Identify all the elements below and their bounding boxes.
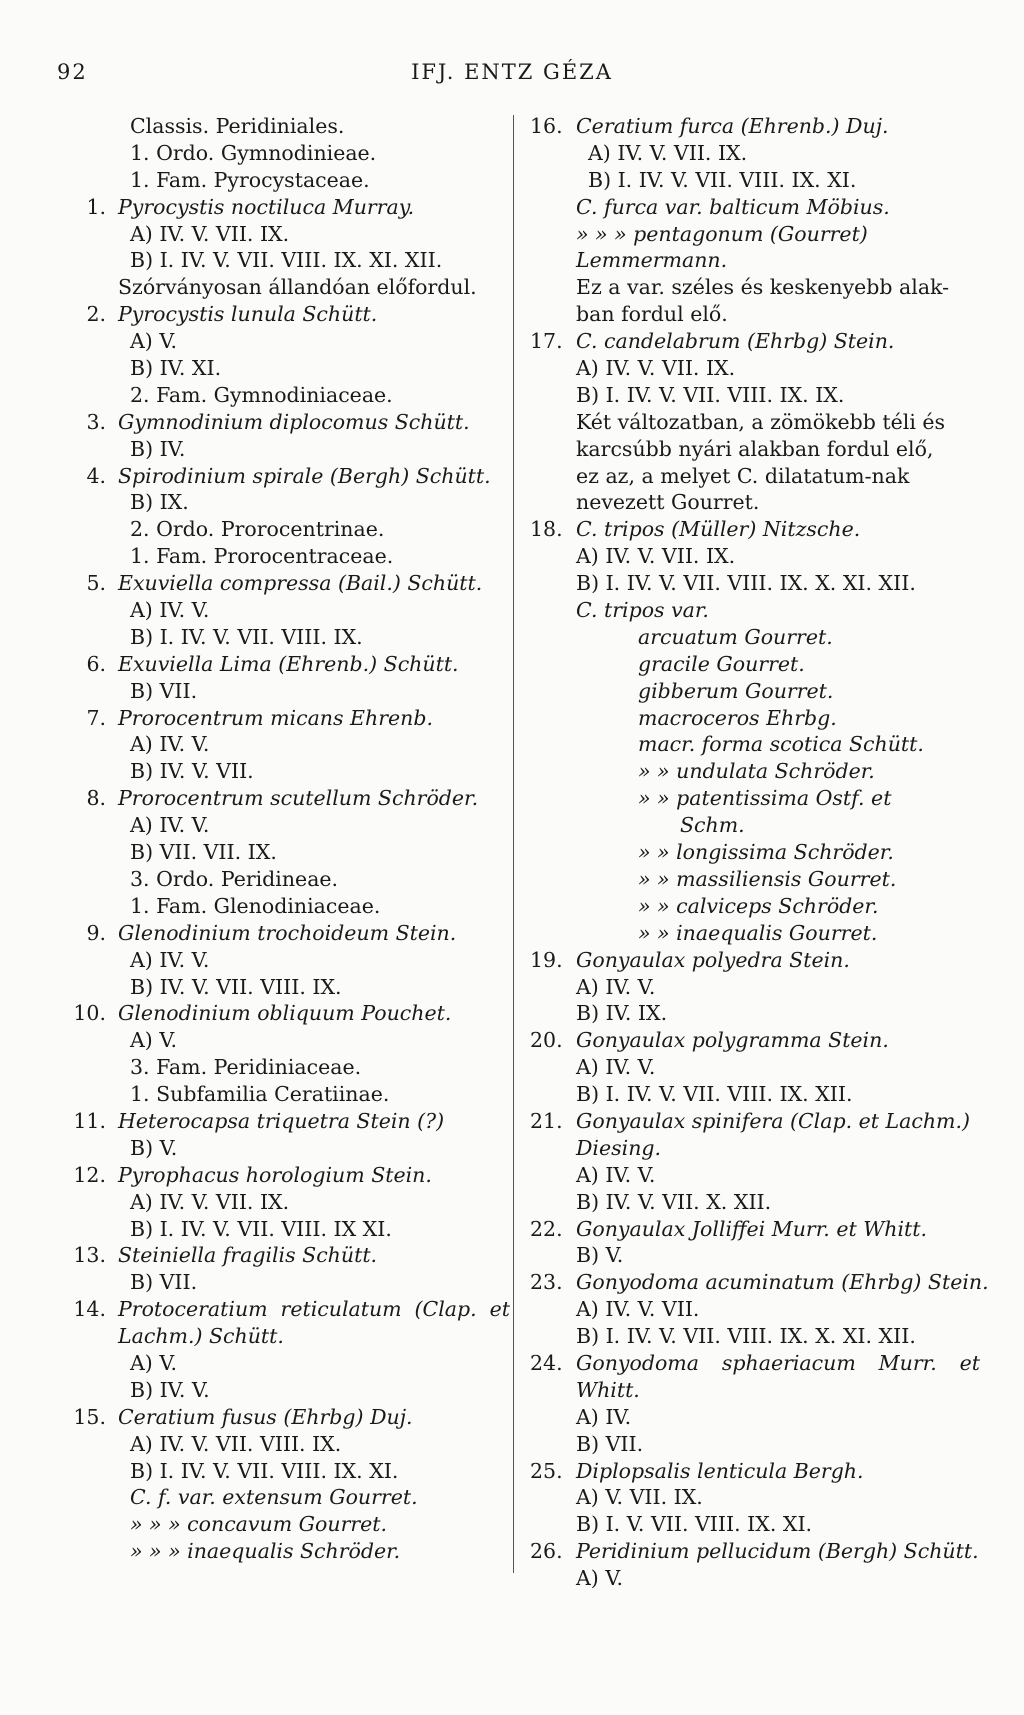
left-column	[70, 113, 510, 1565]
entry-line	[70, 1216, 510, 1243]
entry-text: 1. Subfamilia Ceratiinae.	[130, 1082, 390, 1107]
entry-text: Gonyodoma sphaeriacum Murr. et	[576, 1350, 980, 1375]
entry-text: A) IV. V. VII.	[576, 1297, 700, 1322]
entry-line	[70, 1350, 510, 1377]
entry-line	[530, 1108, 980, 1135]
entry-line	[70, 1431, 510, 1458]
entry-line	[530, 1484, 980, 1511]
entry-line	[530, 409, 980, 436]
entry-text: B) I. IV. V. VII. VIII. IX. X. XI. XII.	[576, 1324, 916, 1349]
page-number: 92	[57, 60, 88, 84]
entry-text: B) IV. XI.	[130, 356, 222, 381]
entry-text: A) IV. V.	[576, 974, 656, 999]
entry-text: B) I. IV. V. VII. VIII. IX. X. XI. XII.	[576, 571, 916, 596]
entry-line	[530, 1027, 980, 1054]
entry-text: B) VII.	[130, 678, 198, 703]
entry-text: 1. Fam. Pyrocystaceae.	[130, 167, 370, 192]
entry-text: Gonyaulax polygramma Stein.	[576, 1028, 889, 1053]
entry-text: C. tripos (Müller) Nitzsche.	[576, 517, 861, 542]
entry-text: Heterocapsa triquetra Stein (?)	[118, 1108, 445, 1133]
entry-line	[530, 516, 980, 543]
entry-number: 9.	[86, 920, 106, 945]
entry-text: A) IV. V. VII. IX.	[576, 544, 736, 569]
entry-text: B) VII.	[576, 1431, 644, 1456]
entry-line	[70, 705, 510, 732]
entry-line	[70, 785, 510, 812]
entry-line	[70, 1269, 510, 1296]
entry-line	[530, 382, 980, 409]
entry-text: ez az, a melyet C. dilatatum-nak	[576, 463, 910, 488]
entry-line	[70, 1135, 510, 1162]
entry-line	[70, 1054, 510, 1081]
entry-text: B) I. IV. V. VII. VIII. IX. XI. XII.	[130, 248, 443, 273]
entry-line	[70, 409, 510, 436]
entry-text: B) IV.	[130, 436, 186, 461]
entry-line	[70, 436, 510, 463]
entry-line	[530, 167, 980, 194]
entry-text: » » patentissima Ostf. et	[638, 786, 892, 811]
entry-line	[530, 597, 980, 624]
entry-line	[70, 355, 510, 382]
entry-line	[70, 678, 510, 705]
entry-number: 1.	[86, 194, 106, 219]
entry-line	[70, 1189, 510, 1216]
entry-line	[70, 328, 510, 355]
running-head: IFJ. ENTZ GÉZA	[411, 60, 613, 84]
entry-text: 3. Ordo. Peridineae.	[130, 866, 339, 891]
entry-text: » » longissima Schröder.	[638, 840, 894, 865]
entry-text: macr. forma scotica Schütt.	[638, 732, 924, 757]
entry-number: 7.	[86, 705, 106, 730]
entry-number: 11.	[73, 1108, 106, 1133]
page-header	[0, 60, 1024, 92]
entry-line	[530, 140, 980, 167]
entry-text: A) V.	[576, 1566, 624, 1591]
entry-line	[530, 1538, 980, 1565]
entry-text: » » » concavum Gourret.	[130, 1512, 388, 1537]
entry-line	[70, 1484, 510, 1511]
entry-line	[70, 758, 510, 785]
entry-line	[530, 1081, 980, 1108]
entry-line	[70, 866, 510, 893]
entry-line	[530, 221, 980, 248]
entry-number: 17.	[530, 329, 563, 354]
entry-text: 1. Fam. Prorocentraceae.	[130, 544, 394, 569]
entry-line	[70, 1081, 510, 1108]
entry-text: B) V.	[130, 1135, 178, 1160]
entry-text: A) IV. V.	[130, 732, 210, 757]
entry-line	[70, 140, 510, 167]
entry-text: Szórványosan állandóan előfordul.	[118, 275, 477, 300]
entry-text: A) IV. V. VII. VIII. IX.	[130, 1431, 342, 1456]
entry-number: 2.	[86, 302, 106, 327]
entry-line	[70, 1404, 510, 1431]
entry-line	[530, 947, 980, 974]
entry-line	[70, 570, 510, 597]
entry-line	[70, 167, 510, 194]
entry-number: 21.	[530, 1108, 563, 1133]
entry-line	[70, 1458, 510, 1485]
entry-text: Spirodinium spirale (Bergh) Schütt.	[118, 463, 491, 488]
entry-line	[530, 624, 980, 651]
entry-text: C. furca var. balticum Möbius.	[576, 194, 890, 219]
entry-line	[530, 1511, 980, 1538]
entry-line	[530, 355, 980, 382]
entry-text: 2. Fam. Gymnodiniaceae.	[130, 382, 393, 407]
entry-line	[530, 1404, 980, 1431]
entry-line	[70, 731, 510, 758]
entry-number: 3.	[86, 409, 106, 434]
entry-text: gibberum Gourret.	[638, 678, 834, 703]
entry-text: » » » inaequalis Schröder.	[130, 1539, 401, 1564]
entry-text: Prorocentrum micans Ehrenb.	[118, 705, 433, 730]
entry-line	[70, 463, 510, 490]
entry-text: B) I. IV. V. VII. VIII. IX. IX.	[576, 382, 845, 407]
entry-text: Pyrocystis lunula Schütt.	[118, 302, 378, 327]
entry-text: Peridinium pellucidum (Bergh) Schütt.	[576, 1539, 979, 1564]
entry-text: B) VII.	[130, 1270, 198, 1295]
entry-line	[70, 113, 510, 140]
entry-number: 8.	[86, 786, 106, 811]
entry-line	[70, 974, 510, 1001]
entry-line	[530, 866, 980, 893]
entry-text: 1. Ordo. Gymnodinieae.	[130, 140, 377, 165]
entry-text: B) IV. V. VII.	[130, 759, 254, 784]
entry-line	[70, 1377, 510, 1404]
entry-line	[70, 1162, 510, 1189]
entry-text: » » » pentagonum (Gourret)	[576, 221, 868, 246]
entry-line	[530, 1296, 980, 1323]
entry-text: B) V.	[576, 1243, 624, 1268]
entry-text: B) IV. V.	[130, 1377, 210, 1402]
entry-line	[530, 812, 980, 839]
entry-line	[530, 301, 980, 328]
entry-line	[70, 597, 510, 624]
entry-text: B) I. IV. V. VII. VIII. IX. XI.	[130, 1458, 399, 1483]
entry-line	[70, 516, 510, 543]
entry-line	[530, 328, 980, 355]
entry-line	[530, 436, 980, 463]
entry-text: A) IV. V. VII. IX.	[130, 1189, 290, 1214]
entry-text: C. tripos var.	[576, 598, 709, 623]
entry-number: 24.	[530, 1350, 563, 1375]
entry-text: Gonyaulax Jolliffei Murr. et Whitt.	[576, 1216, 928, 1241]
entry-number: 13.	[73, 1243, 106, 1268]
entry-text: Protoceratium reticulatum (Clap. et	[118, 1297, 510, 1322]
entry-text: ban fordul elő.	[576, 302, 728, 327]
entry-text: B) I. IV. V. VII. VIII. IX. XII.	[576, 1082, 853, 1107]
entry-number: 12.	[73, 1162, 106, 1187]
entry-line	[530, 1189, 980, 1216]
entry-number: 4.	[86, 463, 106, 488]
entry-line	[530, 1162, 980, 1189]
entry-text: Gonyodoma acuminatum (Ehrbg) Stein.	[576, 1270, 989, 1295]
entry-line	[70, 274, 510, 301]
entry-text: macroceros Ehrbg.	[638, 705, 837, 730]
entry-line	[530, 1350, 980, 1377]
entry-line	[530, 463, 980, 490]
entry-line	[530, 974, 980, 1001]
entry-text: B) VII. VII. IX.	[130, 840, 277, 865]
entry-line	[70, 839, 510, 866]
entry-line	[70, 1027, 510, 1054]
entry-line	[70, 1511, 510, 1538]
entry-text: B) IV. IX.	[576, 1001, 668, 1026]
entry-text: A) V.	[130, 329, 178, 354]
entry-line	[530, 1377, 980, 1404]
entry-line	[530, 731, 980, 758]
entry-line	[530, 1565, 980, 1592]
entry-text: » » undulata Schröder.	[638, 759, 875, 784]
entry-text: Gonyaulax spinifera (Clap. et Lachm.)	[576, 1108, 970, 1133]
entry-number: 6.	[86, 651, 106, 676]
entry-text: karcsúbb nyári alakban fordul elő,	[576, 436, 934, 461]
entry-text: » » inaequalis Gourret.	[638, 920, 878, 945]
entry-number: 15.	[73, 1404, 106, 1429]
entry-text: A) IV. V.	[576, 1055, 656, 1080]
entry-line	[530, 1323, 980, 1350]
entry-text: » » massiliensis Gourret.	[638, 866, 897, 891]
entry-line	[530, 194, 980, 221]
entry-line	[530, 785, 980, 812]
entry-line	[530, 1054, 980, 1081]
entry-line	[530, 247, 980, 274]
entry-number: 22.	[530, 1216, 563, 1241]
entry-text: A) IV. V.	[130, 813, 210, 838]
entry-text: Whitt.	[576, 1377, 640, 1402]
entry-text: Két változatban, a zömökebb téli és	[576, 409, 946, 434]
column-divider	[513, 115, 514, 1573]
entry-text: Pyrophacus horologium Stein.	[118, 1162, 432, 1187]
entry-number: 26.	[530, 1539, 563, 1564]
entry-line	[70, 1000, 510, 1027]
entry-text: Gonyaulax polyedra Stein.	[576, 947, 850, 972]
entry-line	[530, 1216, 980, 1243]
entry-text: A) V.	[130, 1028, 178, 1053]
entry-line	[530, 1458, 980, 1485]
entry-text: Prorocentrum scutellum Schröder.	[118, 786, 479, 811]
entry-text: A) IV.	[576, 1404, 632, 1429]
entry-line	[70, 624, 510, 651]
entry-number: 25.	[530, 1458, 563, 1483]
entry-text: C. f. var. extensum Gourret.	[130, 1485, 418, 1510]
entry-text: A) IV. V.	[130, 598, 210, 623]
entry-text: 3. Fam. Peridiniaceae.	[130, 1055, 362, 1080]
entry-text: B) I. V. VII. VIII. IX. XI.	[576, 1512, 813, 1537]
entry-text: 2. Ordo. Prorocentrinae.	[130, 517, 385, 542]
entry-text: B) IV. V. VII. X. XII.	[576, 1189, 772, 1214]
entry-text: B) I. IV. V. VII. VIII. IX. XI.	[588, 167, 857, 192]
entry-text: A) IV. V. VII. IX.	[130, 221, 290, 246]
entry-text: A) V.	[130, 1350, 178, 1375]
entry-line	[530, 839, 980, 866]
entry-line	[70, 1242, 510, 1269]
entry-line	[70, 651, 510, 678]
entry-number: 5.	[86, 571, 106, 596]
entry-text: A) IV. V.	[130, 947, 210, 972]
entry-line	[530, 920, 980, 947]
entry-line	[530, 1000, 980, 1027]
entry-number: 14.	[73, 1297, 106, 1322]
entry-text: A) IV. V.	[576, 1162, 656, 1187]
entry-line	[530, 1269, 989, 1296]
entry-line	[70, 893, 510, 920]
entry-text: Diesing.	[576, 1135, 662, 1160]
right-column	[530, 113, 989, 1592]
entry-text: Classis. Peridiniales.	[130, 114, 345, 138]
entry-text: Exuviella Lima (Ehrenb.) Schütt.	[118, 651, 459, 676]
entry-number: 20.	[530, 1028, 563, 1053]
entry-line	[530, 570, 980, 597]
entry-text: Ez a var. széles és keskenyebb alak-	[576, 275, 950, 300]
entry-number: 19.	[530, 947, 563, 972]
entry-line	[70, 1108, 510, 1135]
entry-text: Lachm.) Schütt.	[118, 1324, 284, 1349]
entry-text: Glenodinium obliquum Pouchet.	[118, 1001, 452, 1026]
entry-text: » » calviceps Schröder.	[638, 893, 879, 918]
entry-line	[70, 543, 510, 570]
entry-line	[530, 543, 980, 570]
entry-text: B) IX.	[130, 490, 189, 515]
entry-text: 1. Fam. Glenodiniaceae.	[130, 893, 381, 918]
entry-line	[70, 221, 510, 248]
entry-line	[530, 1242, 980, 1269]
entry-text: Exuviella compressa (Bail.) Schütt.	[118, 571, 483, 596]
entry-text: Ceratium furca (Ehrenb.) Duj.	[576, 114, 889, 138]
entry-text: nevezett Gourret.	[576, 490, 760, 515]
entry-text: Glenodinium trochoideum Stein.	[118, 920, 457, 945]
entry-line	[530, 113, 980, 140]
entry-text: B) IV. V. VII. VIII. IX.	[130, 974, 342, 999]
entry-line	[70, 1323, 510, 1350]
entry-line	[70, 301, 510, 328]
entry-line	[530, 705, 980, 732]
entry-text: Gymnodinium diplocomus Schütt.	[118, 409, 470, 434]
entry-text: Pyrocystis noctiluca Murray.	[118, 194, 415, 219]
entry-text: C. candelabrum (Ehrbg) Stein.	[576, 329, 895, 354]
entry-line	[70, 1538, 510, 1565]
entry-text: arcuatum Gourret.	[638, 624, 833, 649]
entry-line	[530, 274, 980, 301]
entry-number: 23.	[530, 1270, 563, 1295]
entry-line	[70, 247, 510, 274]
entry-text: A) IV. V. VII. IX.	[588, 140, 748, 165]
entry-text: A) V. VII. IX.	[576, 1485, 703, 1510]
entry-line	[70, 194, 510, 221]
entry-text: B) I. IV. V. VII. VIII. IX XI.	[130, 1216, 392, 1241]
entry-line	[70, 382, 510, 409]
entry-text: Steiniella fragilis Schütt.	[118, 1243, 378, 1268]
entry-number: 16.	[530, 114, 563, 138]
entry-line	[530, 1135, 980, 1162]
entry-line	[530, 489, 980, 516]
entry-line	[530, 651, 980, 678]
entry-line	[70, 947, 510, 974]
entry-number: 18.	[530, 517, 563, 542]
entry-line	[530, 758, 980, 785]
entry-text: Lemmermann.	[576, 248, 728, 273]
entry-line	[530, 678, 980, 705]
entry-text: gracile Gourret.	[638, 651, 805, 676]
entry-line	[70, 920, 510, 947]
entry-text: A) IV. V. VII. IX.	[576, 356, 736, 381]
entry-line	[70, 812, 510, 839]
entry-text: Schm.	[680, 813, 745, 838]
entry-line	[530, 893, 980, 920]
entry-text: Ceratium fusus (Ehrbg) Duj.	[118, 1404, 413, 1429]
entry-line	[70, 489, 510, 516]
entry-text: B) I. IV. V. VII. VIII. IX.	[130, 624, 363, 649]
entry-text: Diplopsalis lenticula Bergh.	[576, 1458, 864, 1483]
entry-line	[70, 1296, 510, 1323]
entry-number: 10.	[73, 1001, 106, 1026]
entry-line	[530, 1431, 980, 1458]
